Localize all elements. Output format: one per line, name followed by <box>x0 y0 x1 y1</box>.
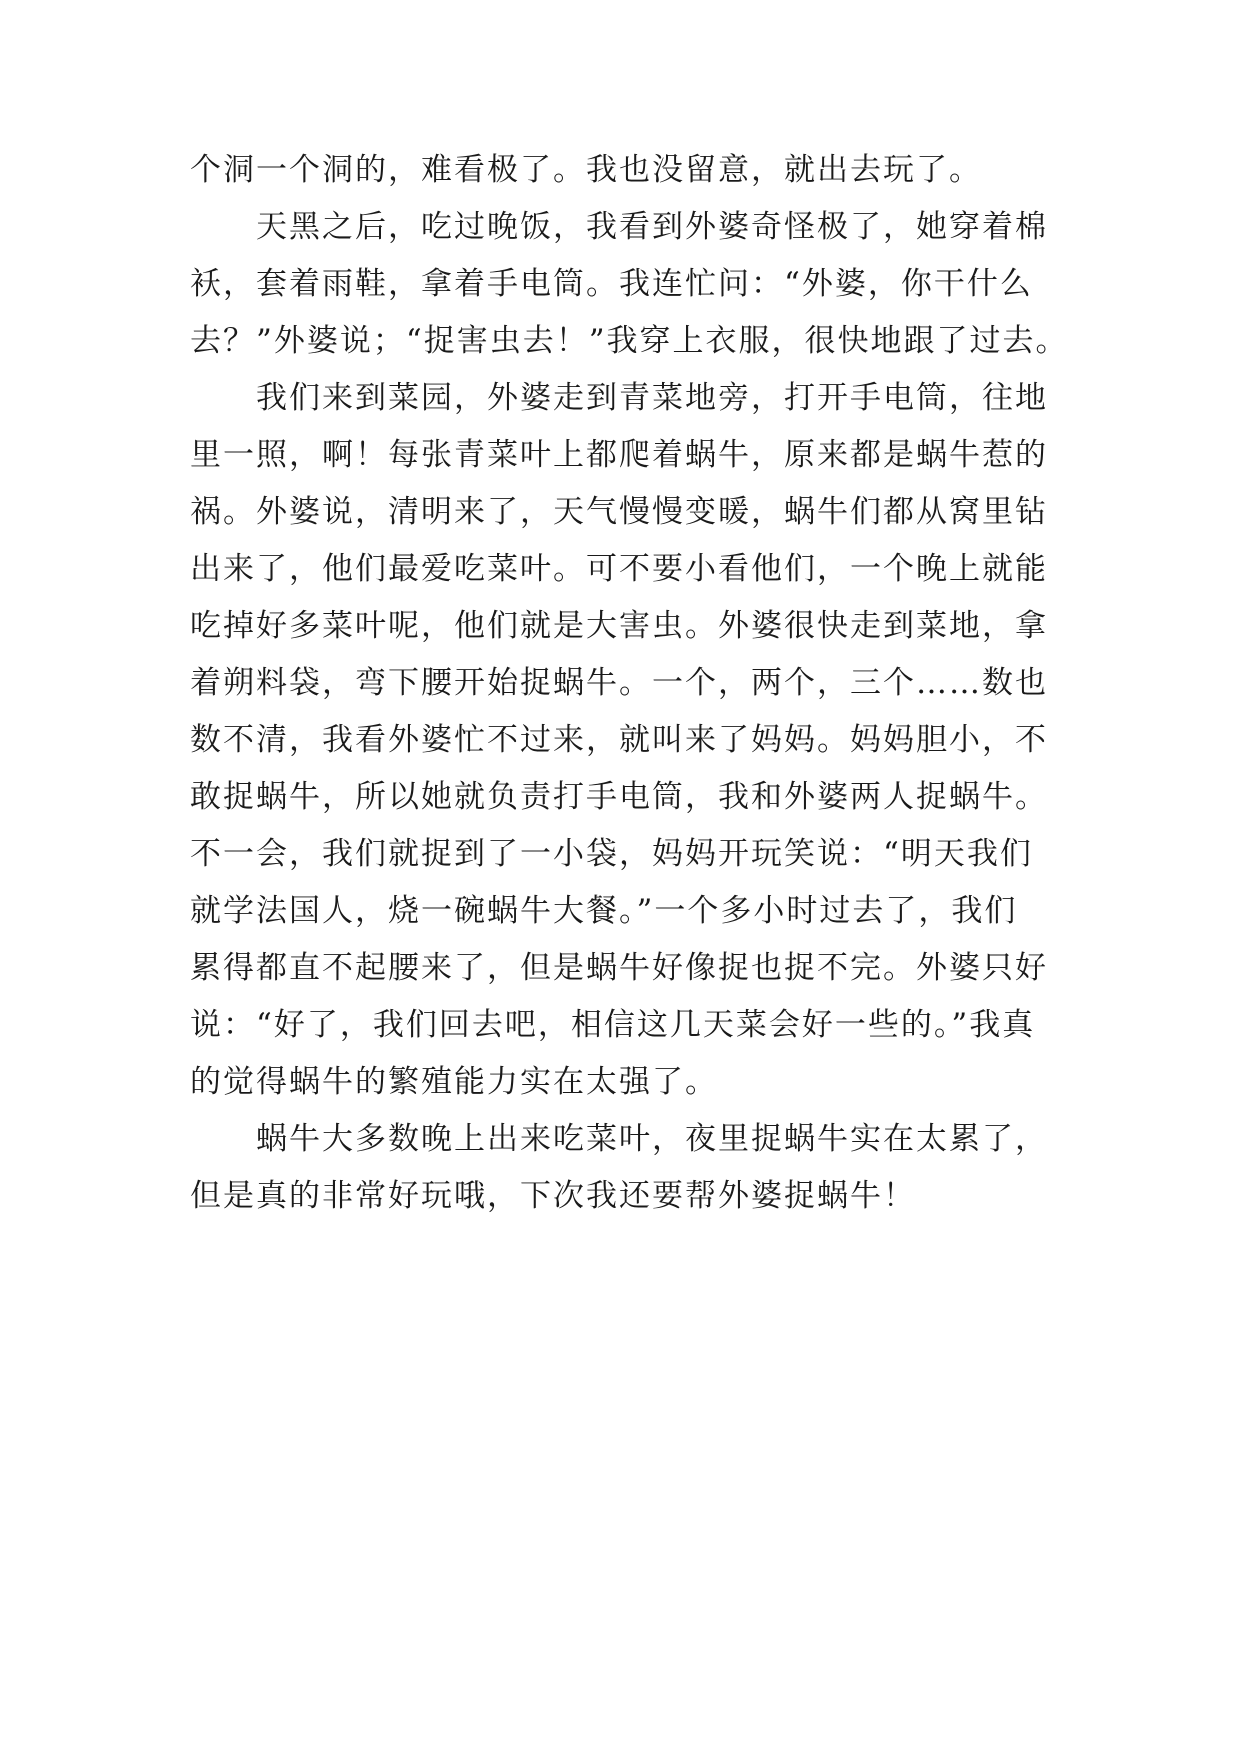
text-line: 个洞一个洞的，难看极了。我也没留意，就出去玩了。 <box>190 152 982 188</box>
text-line: 就学法国人，烧一碗蜗牛大餐。”一个多小时过去了，我们 <box>190 893 1018 929</box>
text-line: 不一会，我们就捉到了一小袋，妈妈开玩笑说：“明天我们 <box>190 836 1033 872</box>
text-line: 里一照，啊！每张青菜叶上都爬着蜗牛，原来都是蜗牛惹的 <box>190 437 1048 473</box>
text-line: 的觉得蜗牛的繁殖能力实在太强了。 <box>190 1064 718 1100</box>
text-line: 着朔料袋，弯下腰开始捉蜗牛。一个，两个，三个……数也 <box>190 665 1048 701</box>
text-line: 说：“好了，我们回去吧，相信这几天菜会好一些的。”我真 <box>190 1007 1036 1043</box>
paragraph-start-line: 天黑之后，吃过晚饭，我看到外婆奇怪极了，她穿着棉 <box>256 209 1048 245</box>
text-line: 数不清，我看外婆忙不过来，就叫来了妈妈。妈妈胆小，不 <box>190 722 1048 758</box>
text-line: 去？”外婆说；“捉害虫去！”我穿上衣服，很快地跟了过去。 <box>190 323 1069 359</box>
paragraph-start-line: 我们来到菜园，外婆走到青菜地旁，打开手电筒，往地 <box>256 380 1048 416</box>
text-line: 袄，套着雨鞋，拿着手电筒。我连忙问：“外婆，你干什么 <box>190 266 1033 302</box>
text-line: 累得都直不起腰来了，但是蜗牛好像捉也捉不完。外婆只好 <box>190 950 1048 986</box>
text-line: 祸。外婆说，清明来了，天气慢慢变暖，蜗牛们都从窝里钻 <box>190 494 1048 530</box>
text-line: 但是真的非常好玩哦，下次我还要帮外婆捉蜗牛！ <box>190 1178 916 1214</box>
text-line: 出来了，他们最爱吃菜叶。可不要小看他们，一个晚上就能 <box>190 551 1048 587</box>
paragraph-start-line: 蜗牛大多数晚上出来吃菜叶，夜里捉蜗牛实在太累了， <box>256 1121 1048 1157</box>
text-line: 吃掉好多菜叶呢，他们就是大害虫。外婆很快走到菜地，拿 <box>190 608 1048 644</box>
text-line: 敢捉蜗牛，所以她就负责打手电筒，我和外婆两人捉蜗牛。 <box>190 779 1048 815</box>
